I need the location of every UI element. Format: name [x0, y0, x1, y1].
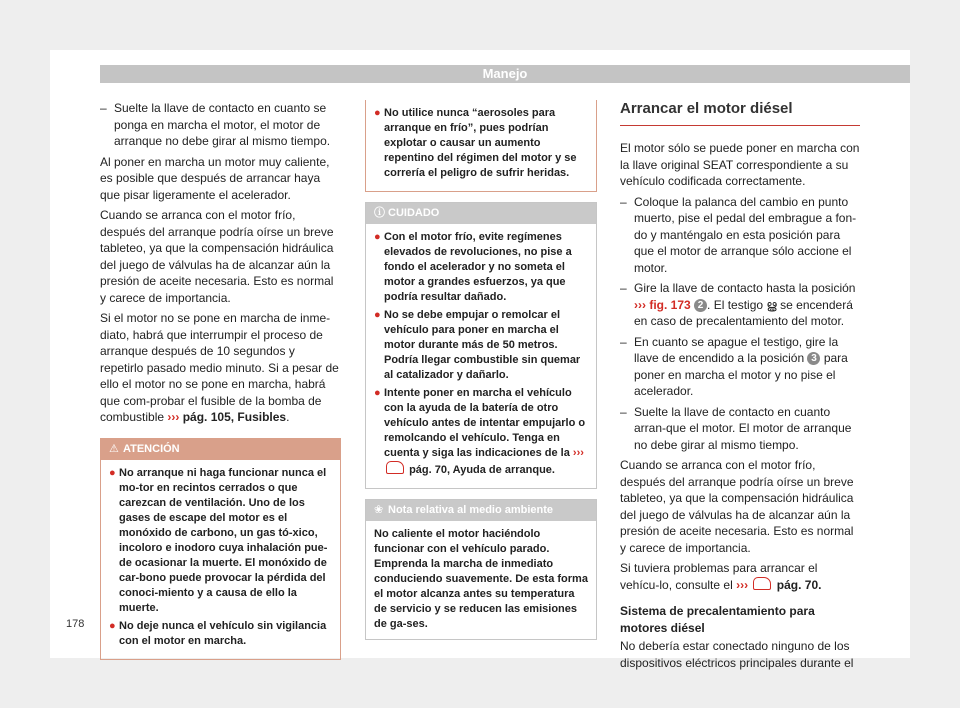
section-header: Manejo	[100, 65, 910, 83]
list-item: ● Con el motor frío, evite regímenes elevados de revoluciones, no pise a fondo el acelerador y no someta el motor a grandes esfuerzos, ya que podría resultar dañado.	[374, 231, 572, 303]
paragraph: Cuando se arranca con el motor frío, después del arranque podría oírse un breve tableteo, ya que la compensación hidráulica del juego de válvulas ha de alcanzar aún la presión de aceite necesaria. Esto es normal y carece de importancia.	[100, 208, 334, 305]
list-item: – Gire la llave de contacto hasta la posición ››› fig. 173 2 . El testigo ൠ se encenderá en caso de precalentamiento del motor.	[620, 281, 856, 328]
paragraph: El motor sólo se puede poner en marcha con la llave original SEAT correspondiente a su vehículo codificada correctamente.	[620, 141, 860, 188]
paragraph: Al poner en marcha un motor muy caliente, es posible que después de arrancar haya que pisar ligeramente el acelerador.	[100, 154, 330, 202]
info-circle-icon: ⓘ	[374, 207, 385, 219]
car-breakdown-icon	[753, 577, 771, 590]
page-number: 178	[66, 618, 85, 630]
reference-arrow[interactable]: ›››	[736, 577, 749, 592]
list-item: ● No se debe empujar o remolcar el vehículo para poner en marcha el motor durante más de 50 metros. Podría llegar combustible sin quemar al catalizador y dañarlo.	[374, 309, 581, 381]
list-item: – Suelte la llave de contacto en cuanto arran-que el motor. El motor de arranque no debe girar al mismo tiempo.	[620, 404, 852, 452]
glow-plug-icon: ൠ	[766, 297, 777, 312]
section-title: Arrancar el motor diésel	[620, 100, 860, 126]
paragraph: Si el motor no se pone en marcha de inme-diato, habrá que interrumpir el proceso de arranque después de 10 segundos y repetirlo pasado medio minuto. Si a pesar de ello el motor no se pone en marcha, habrá que com-probar el fusible de la bomba de combustible ››› pág. 105, Fusibles.	[100, 311, 339, 424]
reference-link[interactable]: pág. 105, Fusibles	[182, 410, 287, 424]
manual-page	[50, 50, 910, 670]
figure-link[interactable]: fig. 173	[649, 297, 691, 312]
reference-arrow[interactable]: ›››	[167, 410, 180, 424]
reference-link[interactable]: pág. 70.	[776, 577, 822, 592]
column-left	[100, 100, 341, 670]
list-item: ● No deje nunca el vehículo sin vigilancia con el motor en marcha.	[109, 619, 327, 647]
warning-header: ⚠ ATENCIÓN	[101, 439, 340, 460]
environment-leaf-icon: ❀	[374, 504, 384, 516]
list-item: ● No arranque ni haga funcionar nunca el mo-tor en recintos cerrados o que carezcan de ventilación. Uno de los gases de escape del motor es el monóxido de carbono, un gas tó-xico, incoloro e inodoro cuya inhalación pue-de ocasionar la muerte. El monóxido de car-bono puede provocar la pérdida del conoci-miento y a causa de ello la muerte.	[109, 466, 328, 614]
list-item: ● No utilice nunca “aerosoles para arranque en frío”, pues podrían explotar o causar un aumento repentino del régimen del motor y se correría el peligro de sufrir heridas.	[374, 107, 577, 179]
list-item: ● Intente poner en marcha el vehículo con la ayuda de la batería de otro vehículo antes de intentar empujarlo o remolcando el vehículo. Tenga en cuenta y siga las indicaciones de la ››› pág. 70, Ayuda de arranque.	[374, 387, 586, 476]
car-breakdown-icon	[386, 461, 404, 474]
reference-arrow[interactable]: ›››	[634, 297, 646, 312]
list-item: – Suelte la llave de contacto en cuanto se ponga en marcha el motor, el motor de arranque no debe girar al mismo tiempo.	[100, 101, 331, 148]
column-right	[620, 100, 860, 675]
list-item: – En cuanto se apague el testigo, gire la llave de encendido a la posición 3 para poner en marcha el motor y no pise el acelerador.	[620, 334, 848, 398]
position-number-badge: 2	[694, 299, 707, 312]
caution-header: ⓘ CUIDADO	[366, 203, 596, 224]
subheading: Sistema de precalentamiento para motores diésel	[620, 604, 815, 635]
paragraph: Cuando se arranca con el motor frío, después del arranque podría oírse un breve tableteo, ya que la compensación hidráulica del juego de válvulas ha de alcanzar aún la presión de aceite necesaria. Esto es normal y carece de importancia.	[620, 458, 854, 555]
reference-arrow[interactable]: ›››	[572, 447, 584, 459]
environment-note-header: ❀ Nota relativa al medio ambiente	[366, 500, 596, 521]
warning-box	[100, 438, 341, 660]
paragraph: No debería estar conectado ninguno de los dispositivos eléctricos principales durante el	[620, 639, 854, 670]
warning-triangle-icon: ⚠	[109, 442, 119, 455]
caution-box	[365, 202, 597, 489]
column-middle	[365, 100, 597, 650]
reference-link[interactable]: pág. 70, Ayuda de arranque	[409, 464, 552, 476]
paragraph: Si tuviera problemas para arrancar el vehícu-lo, consulte el ››› pág. 70.	[620, 561, 822, 592]
position-number-badge: 3	[807, 352, 820, 365]
environment-note-box: ❀ Nota relativa al medio ambiente No caliente el motor haciéndolo funcionar con el vehículo parado. Emprenda la marcha de inmediato conduciendo suavemente. De esta forma el motor alcanza antes su temperatura de servicio y se reducen las emisiones de ga-ses.	[365, 499, 597, 640]
warning-box-continued	[365, 100, 597, 192]
list-item: – Coloque la palanca del cambio en punto muerto, pise el pedal del embrague a fon-do y manténgalo en esta posición para que el motor de arranque sólo accione el motor.	[620, 194, 857, 275]
